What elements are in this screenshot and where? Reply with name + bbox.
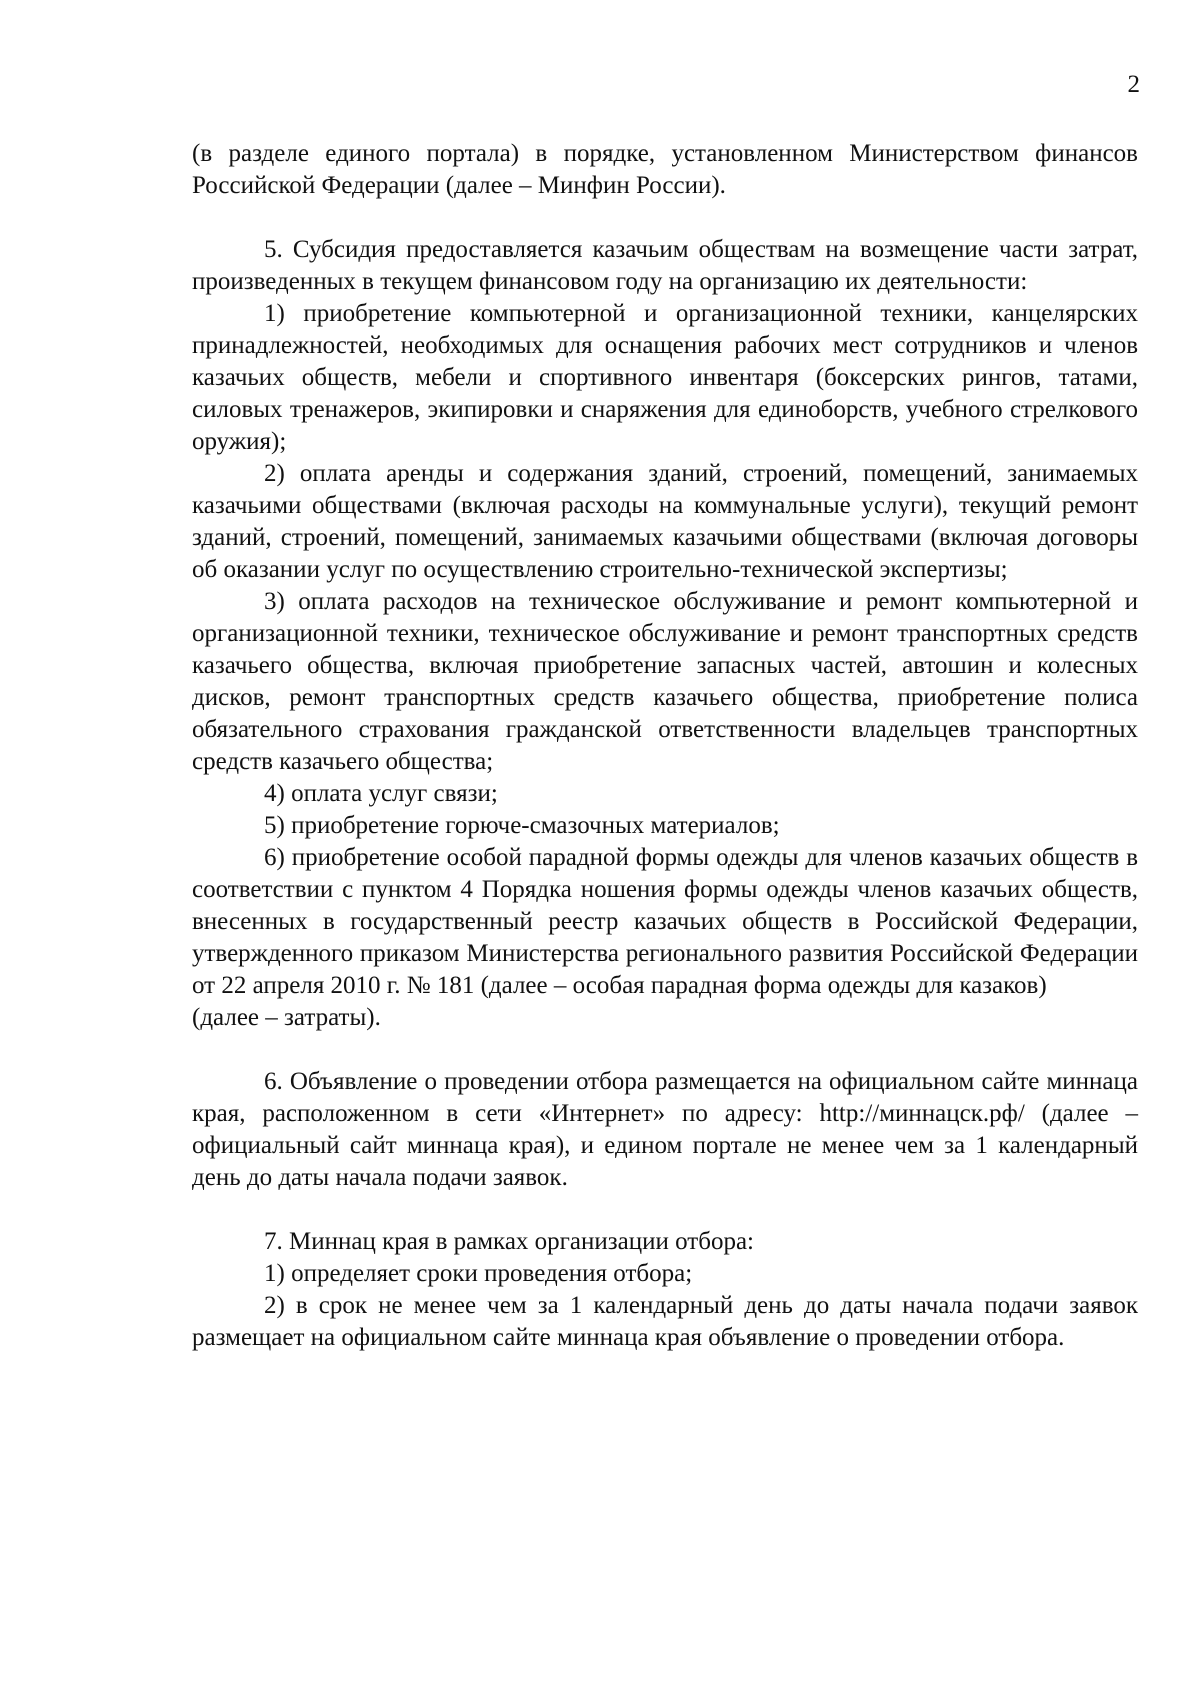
paragraph-gap: [192, 1194, 1138, 1226]
paragraph: 3) оплата расходов на техническое обслуживание и ремонт компьютерной и организационной техники, техническое обслуживание и ремонт транспортных средств казачьего общества, включая приобретение запасных частей, автошин и колесных дисков, ремонт транспортных средств казачьего общества, приобретение полиса обязательного страхования гражданской ответственности владельцев транспортных средств казачьего общества;: [192, 588, 1138, 775]
paragraph: 7. Миннац края в рамках организации отбора:: [264, 1228, 754, 1255]
paragraph: 4) оплата услуг связи;: [264, 780, 498, 807]
paragraph: 2) в срок не менее чем за 1 календарный день до даты начала подачи заявок размещает на официальном сайте миннаца края объявление о проведении отбора.: [192, 1292, 1138, 1351]
paragraph-gap: [192, 1034, 1138, 1066]
paragraph: 5) приобретение горюче-смазочных материалов;: [264, 812, 780, 839]
page-number: 2: [1127, 71, 1140, 98]
paragraph: 1) приобретение компьютерной и организационной техники, канцелярских принадлежностей, необходимых для оснащения рабочих мест сотрудников и членов казачьих обществ, мебели и спортивного инвентаря (боксерских рингов, татами, силовых тренажеров, экипировки и снаряжения для единоборств, учебного стрелкового оружия);: [192, 300, 1138, 455]
paragraph: 2) оплата аренды и содержания зданий, строений, помещений, занимаемых казачьими обществами (включая расходы на коммунальные услуги), текущий ремонт зданий, строений, помещений, занимаемых казачьими обществами (включая договоры об оказании услуг по осуществлению строительно-технической экспертизы;: [192, 460, 1138, 583]
document-body: [192, 138, 1138, 1354]
paragraph: 1) определяет сроки проведения отбора;: [264, 1260, 693, 1287]
paragraph: 6) приобретение особой парадной формы одежды для членов казачьих обществ в соответствии с пунктом 4 Порядка ношения формы одежды членов казачьих обществ, внесенных в государственный реестр казачьих обществ в Российской Федерации, утвержденного приказом Министерства регионального развития Российской Федерации от 22 апреля 2010 г. № 181 (далее – особая парадная форма одежды для казаков): [192, 844, 1138, 999]
paragraph-gap: [192, 202, 1138, 234]
paragraph: (в разделе единого портала) в порядке, установленном Министерством финансов Российской Федерации (далее – Минфин России).: [192, 140, 1138, 199]
paragraph: 5. Субсидия предоставляется казачьим обществам на возмещение части затрат, произведенных в текущем финансовом году на организацию их деятельности:: [192, 236, 1138, 295]
paragraph: 6. Объявление о проведении отбора размещается на официальном сайте миннаца края, расположенном в сети «Интернет» по адресу: http://миннацск.рф/ (далее – официальный сайт миннаца края), и едином портале не менее чем за 1 календарный день до даты начала подачи заявок.: [192, 1068, 1138, 1191]
paragraph: (далее – затраты).: [192, 1004, 381, 1031]
